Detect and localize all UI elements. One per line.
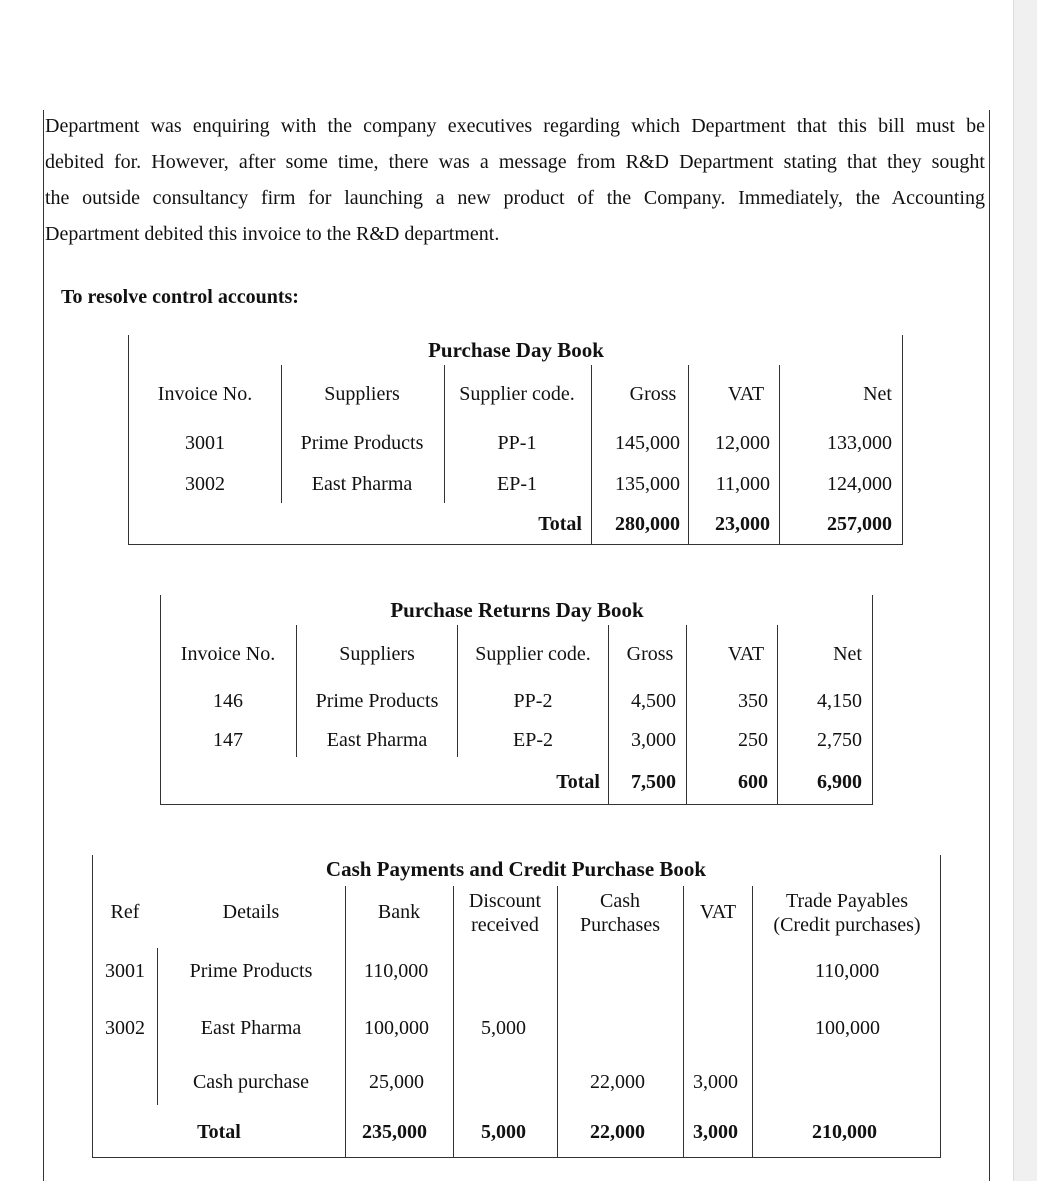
table-cell: 3002 — [185, 473, 225, 495]
header-cell: Invoice No. — [180, 643, 276, 665]
column-divider — [453, 886, 454, 1158]
column-divider — [157, 948, 158, 1105]
table-cell: 5,000 — [481, 1017, 526, 1039]
page-right-border — [989, 110, 990, 1181]
total-label: Total — [197, 1121, 241, 1143]
total-label: Total — [556, 771, 600, 793]
header-cell: Gross — [629, 383, 677, 405]
table-cell: EP-2 — [513, 729, 553, 751]
page-left-border — [43, 110, 44, 1181]
header-line: Purchases — [580, 914, 660, 936]
table-cell: 124,000 — [827, 473, 892, 495]
header-cell: Gross — [626, 643, 674, 665]
total-cell: 600 — [738, 771, 768, 793]
total-label: Total — [538, 513, 582, 535]
column-divider — [281, 365, 282, 503]
table-cell: 25,000 — [369, 1071, 424, 1093]
header-cell — [469, 889, 541, 937]
column-divider — [688, 365, 689, 545]
table-title: Cash Payments and Credit Purchase Book — [325, 857, 707, 881]
column-divider — [444, 365, 445, 503]
intro-paragraph — [45, 108, 985, 252]
table-cell: 4,500 — [631, 690, 676, 712]
table-cell: East Pharma — [326, 729, 428, 751]
header-cell: Net — [863, 383, 892, 405]
column-divider — [777, 625, 778, 805]
table-cell: 100,000 — [815, 1017, 880, 1039]
table-title: Purchase Returns Day Book — [390, 598, 644, 622]
header-cell: Supplier code. — [475, 643, 591, 665]
total-cell: 235,000 — [362, 1121, 427, 1143]
total-cell: 5,000 — [481, 1121, 526, 1143]
table-border — [92, 1157, 941, 1158]
column-divider — [608, 625, 609, 805]
table-cell: 135,000 — [615, 473, 680, 495]
table-cell: 3001 — [105, 960, 145, 982]
table-cell: Cash purchase — [192, 1071, 310, 1093]
header-line: Trade Payables — [785, 890, 909, 912]
table-cell: Prime Products — [315, 690, 439, 712]
header-cell: Suppliers — [339, 643, 415, 665]
table-cell: 3002 — [105, 1017, 145, 1039]
column-divider — [591, 365, 592, 545]
header-line: Cash — [599, 890, 640, 912]
table-cell: 11,000 — [715, 473, 770, 495]
paragraph-line: Department was enquiring with the company executives regarding which Department that this bill must be — [45, 115, 985, 137]
table-cell: EP-1 — [497, 473, 537, 495]
total-cell: 257,000 — [827, 513, 892, 535]
paragraph-line: Department debited this invoice to the R&D department. — [45, 223, 500, 245]
table-cell: 3,000 — [631, 729, 676, 751]
header-cell: Net — [833, 643, 862, 665]
table-border — [128, 544, 903, 545]
table-cell: 250 — [738, 729, 768, 751]
header-cell: Supplier code. — [459, 383, 575, 405]
table-cell: 110,000 — [815, 960, 880, 982]
paragraph-line: the outside consultancy firm for launching a new product of the Company. Immediately, the Accounting — [45, 187, 985, 209]
total-cell: 23,000 — [715, 513, 770, 535]
header-cell: Invoice No. — [157, 383, 253, 405]
total-cell: 210,000 — [812, 1121, 877, 1143]
header-cell — [773, 889, 920, 937]
table-cell: 110,000 — [364, 960, 429, 982]
header-cell: VAT — [727, 643, 765, 665]
header-cell: VAT — [727, 383, 765, 405]
table-border — [92, 855, 93, 1158]
total-cell: 6,900 — [817, 771, 862, 793]
column-divider — [686, 625, 687, 805]
header-line: received — [471, 914, 539, 936]
scrollbar[interactable] — [1013, 0, 1037, 1181]
table-cell: PP-1 — [497, 432, 537, 454]
header-line: Discount — [468, 890, 542, 912]
table-border — [872, 595, 873, 805]
total-cell: 22,000 — [590, 1121, 645, 1143]
column-divider — [683, 886, 684, 1158]
table-border — [940, 855, 941, 1158]
header-cell: Ref — [110, 901, 140, 923]
table-cell: 12,000 — [715, 432, 770, 454]
table-cell: 350 — [738, 690, 768, 712]
table-cell: 145,000 — [615, 432, 680, 454]
total-cell: 7,500 — [631, 771, 676, 793]
total-cell: 3,000 — [693, 1121, 738, 1143]
table-border — [160, 595, 161, 805]
column-divider — [345, 886, 346, 1158]
column-divider — [457, 625, 458, 757]
table-cell: Prime Products — [189, 960, 313, 982]
table-cell: 100,000 — [364, 1017, 429, 1039]
table-border — [128, 335, 129, 545]
column-divider — [557, 886, 558, 1158]
header-cell: Bank — [377, 901, 421, 923]
table-cell: 22,000 — [590, 1071, 645, 1093]
table-cell: 3001 — [185, 432, 225, 454]
column-divider — [296, 625, 297, 757]
header-cell: Details — [222, 901, 280, 923]
table-cell: East Pharma — [200, 1017, 302, 1039]
table-cell: PP-2 — [513, 690, 553, 712]
table-cell: 146 — [213, 690, 243, 712]
table-border — [902, 335, 903, 545]
table-cell: 2,750 — [817, 729, 862, 751]
header-cell — [580, 889, 660, 937]
header-line: (Credit purchases) — [773, 914, 921, 936]
paragraph-line: debited for. However, after some time, there was a message from R&D Department stating that they sought — [45, 151, 985, 173]
column-divider — [779, 365, 780, 545]
table-cell: 4,150 — [817, 690, 862, 712]
table-cell: East Pharma — [311, 473, 413, 495]
column-divider — [752, 886, 753, 1158]
header-cell: VAT — [699, 901, 737, 923]
total-cell: 280,000 — [615, 513, 680, 535]
header-cell: Suppliers — [324, 383, 400, 405]
table-cell: Prime Products — [300, 432, 424, 454]
section-heading: To resolve control accounts: — [61, 286, 299, 308]
table-cell: 147 — [213, 729, 243, 751]
table-border — [160, 804, 873, 805]
table-title: Purchase Day Book — [428, 338, 604, 362]
table-cell: 3,000 — [693, 1071, 738, 1093]
table-cell: 133,000 — [827, 432, 892, 454]
